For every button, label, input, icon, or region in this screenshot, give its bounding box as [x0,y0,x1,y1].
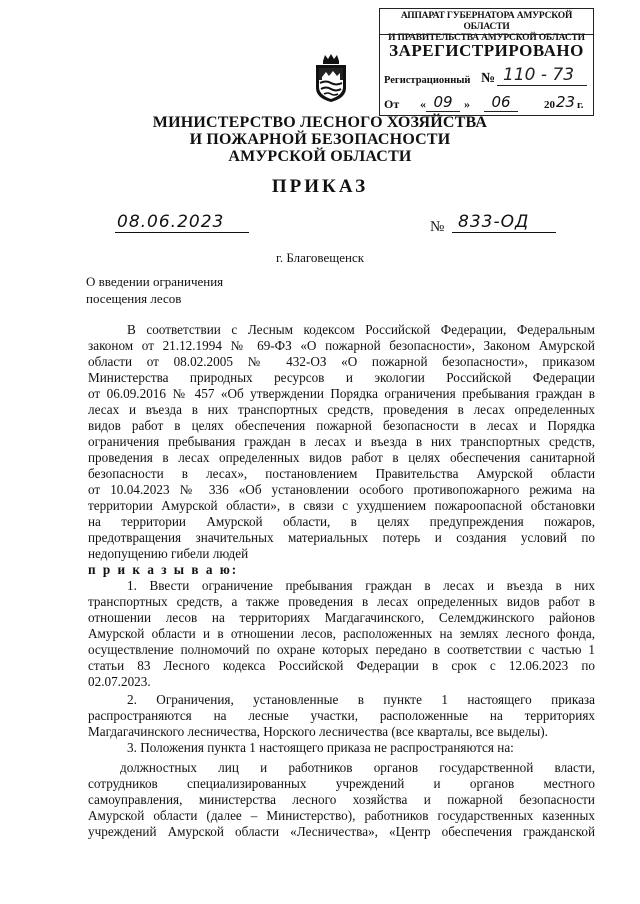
item2-line: распространяются на лесные участки, расположенные на территориях [88,708,595,723]
item3-list-line: учреждений Амурской области «Лесничества», «Центр обеспечения гражданской [88,824,595,839]
item1-line: отношении лесов на территориях Магдагачинского, Селемджинского районов [88,610,595,625]
item2-line: 2. Ограничения, установленные в пункте 1 настоящего приказа [127,692,595,707]
preamble-line: области от 08.02.2005 № 432-ОЗ «О пожарной безопасности», приказом [88,354,595,369]
stamp-reg-label: Регистрационный [384,75,471,86]
item3-list-line: самоуправления, министерства лесного хозяйства и пожарной безопасности [88,792,595,807]
item1-line: 02.07.2023. [88,674,151,689]
stamp-org-line1: АППАРАТ ГУБЕРНАТОРА АМУРСКОЙ ОБЛАСТИ [400,11,573,32]
item1-line: транспортных средств, а также проведения в лесах определенных видов работ в [88,594,595,609]
stamp-divider [380,34,593,35]
preamble-line: лесах и въезда в них транспортных средств, проведения в лесах определенных [88,402,595,417]
stamp-year-prefix: 20 [544,99,555,111]
stamp-reg-number: 110 - 73 [497,65,587,86]
order-number-sign: № [430,219,445,235]
stamp-year-suffix: г. [577,99,584,111]
item1-line: статьи 83 Лесного кодекса Российской Федерации в срок с 12.06.2023 по [88,658,595,673]
preamble-line: предотвращения значительных материальных потерь и создания условий по [88,530,595,545]
subject-line1: О введении ограничения [86,274,224,289]
item1-line: Амурской области и в отношении лесов, расположенных на землях лесного фонда, [88,626,595,641]
stamp-organization [380,11,593,44]
preamble-line: территории Амурской области», в связи с ухудшением пожароопасной обстановки [88,498,595,513]
stamp-org-line2: И ПРАВИТЕЛЬСТВА АМУРСКОЙ ОБЛАСТИ [388,33,585,43]
preamble-line: Министерства природных ресурсов и экологии Российской Федерации [88,370,595,385]
stamp-day: 09 [426,93,460,112]
preamble-line: безопасности в лесах», постановлением Правительства Амурской области [88,466,595,481]
registration-stamp [379,8,594,116]
preamble-line: проведения в лесах определенных видов работ в целях обеспечения санитарной [88,450,595,465]
stamp-quote-open: « [420,97,426,111]
item3-line: 3. Положения пункта 1 настоящего приказа не распространяются на: [127,740,514,755]
stamp-date-prefix: От [384,97,400,111]
city: г. Благовещенск [275,250,365,265]
item3-list-line: должностных лиц и работников органов государственной власти, [120,760,595,775]
stamp-reg-sign: № [481,71,496,86]
stamp-year: 23 [556,93,576,111]
preamble-line: законом от 21.12.1994 № 69-ФЗ «О пожарной безопасности», Законом Амурской [88,338,595,353]
preamble-line: недопущению гибели людей [88,546,249,561]
ministry-name-line3: АМУРСКОЙ ОБЛАСТИ [228,148,412,165]
document-type-title: ПРИКАЗ [271,176,369,197]
preamble-line: на территории Амурской области, в целях предупреждения пожаров, [88,514,595,529]
subject-line2: посещения лесов [86,291,182,306]
coat-of-arms-icon [314,52,348,104]
ministry-name-line2: И ПОЖАРНОЙ БЕЗОПАСНОСТИ [189,131,451,148]
preamble-line: от 06.09.2016 № 457 «Об утверждении Порядка ограничения пребывания граждан в [88,386,595,401]
stamp-month: 06 [484,93,518,112]
preamble-line: ограничения пребывания граждан в лесах и въезда в них транспортных средств, [88,434,595,449]
item3-list-line: сотрудников специализированных учреждений и органов местного [88,776,595,791]
item2-line: Магдагачинского лесничества, Норского лесничества (все кварталы, все выделы). [88,724,548,739]
order-date: 08.06.2023 [115,212,249,233]
preamble-line: В соответствии с Лесным кодексом Российской Федерации, Федеральным [127,322,595,337]
preamble-line: от 10.04.2023 № 336 «Об установлении особого противопожарного режима на [88,482,595,497]
stamp-quote-close: » [464,97,470,111]
prikazyvayu-heading: п р и к а з ы в а ю: [88,562,239,577]
stamp-title: ЗАРЕГИСТРИРОВАНО [389,41,584,60]
preamble-line: видов работ в целях обеспечения пожарной безопасности в лесах и Порядка [88,418,595,433]
order-number: 833-ОД [452,212,556,233]
item3-list-line: Амурской области (далее – Министерство), работников государственных казенных [88,808,595,823]
item1-line: осуществление полномочий по охране которых передано в соответствии с частью 1 [88,642,595,657]
ministry-name-line1: МИНИСТЕРСТВО ЛЕСНОГО ХОЗЯЙСТВА [152,114,488,131]
item1-line: 1. Ввести ограничение пребывания граждан в лесах и въезда в них [127,578,595,593]
